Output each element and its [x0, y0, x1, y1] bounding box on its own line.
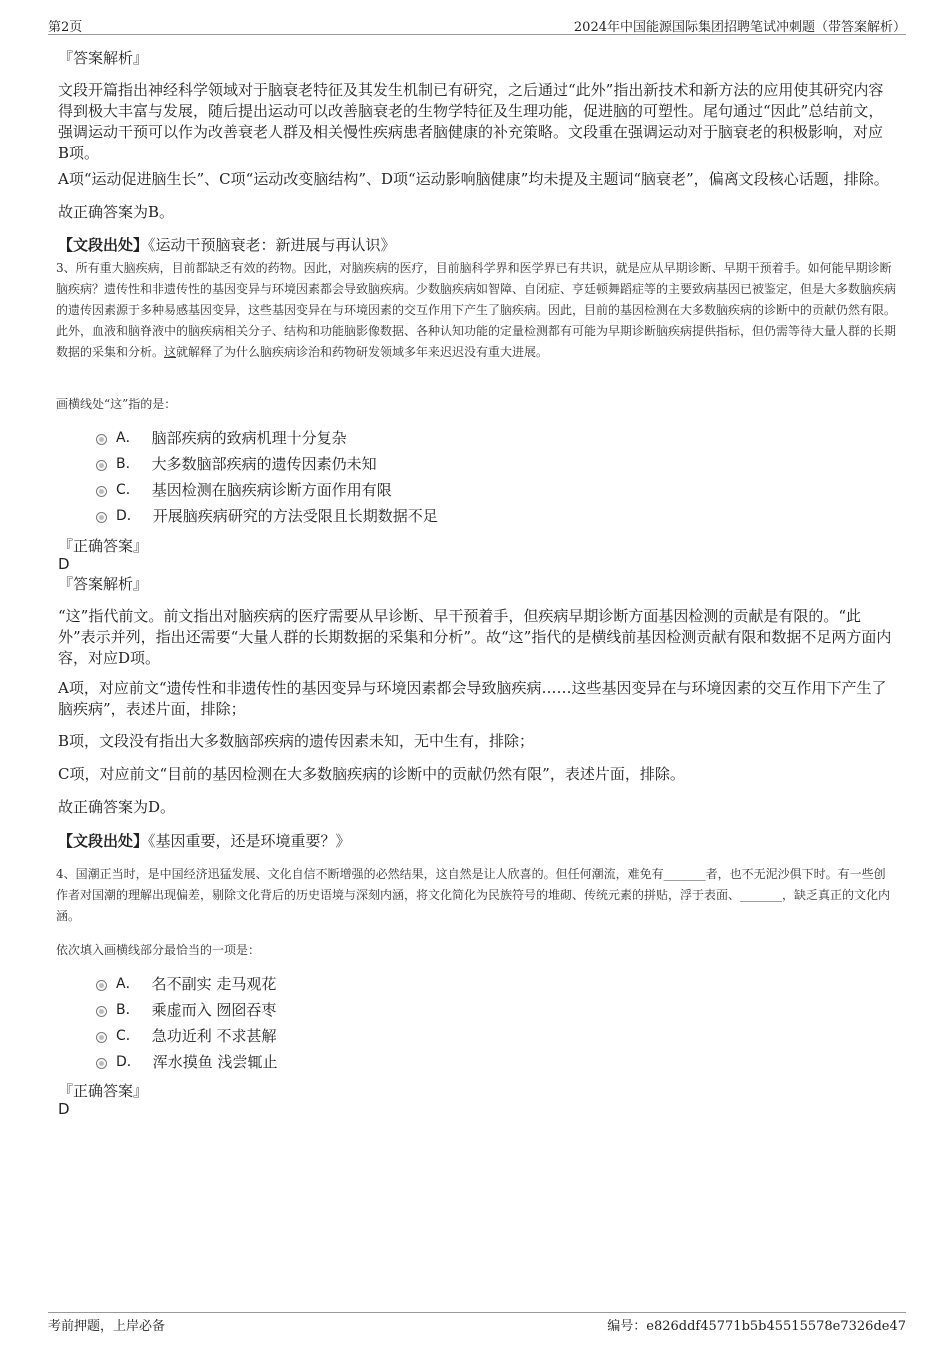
q3-underlined-word: 这 — [164, 345, 177, 359]
q3-prompt: 画横线处“这”指的是： — [56, 397, 177, 411]
q3-correct-answer: D — [58, 555, 70, 573]
q4-option-a[interactable] — [96, 974, 276, 994]
q3-text-tail: 就解释了为什么脑疾病诊治和药物研发领域多年来迟迟没有重大进展。 — [176, 345, 549, 359]
option-text: 乘虚而入 囫囵吞枣 — [151, 1001, 277, 1019]
option-text: 名不副实 走马观花 — [151, 975, 277, 993]
q3-option-a[interactable] — [96, 428, 347, 448]
q4-correct-answer: D — [58, 1100, 70, 1118]
radio-icon[interactable] — [96, 1006, 107, 1017]
q4-option-c[interactable] — [96, 1026, 277, 1046]
option-key: C． — [116, 1028, 140, 1044]
q3-option-b[interactable] — [96, 454, 377, 474]
q4-blank-2: _______ — [740, 888, 783, 902]
option-key: B． — [116, 456, 140, 472]
q2-source — [58, 235, 396, 255]
option-key: A． — [116, 430, 140, 446]
option-text: 急功近利 不求甚解 — [151, 1027, 277, 1045]
option-text: 脑部疾病的致病机理十分复杂 — [151, 429, 347, 447]
q4-correct-label: 『正确答案』 — [58, 1082, 149, 1100]
q3-analysis-para1: “这”指代前文。前文指出对脑疾病的医疗需要从早诊断、早干预着手，但疾病早期诊断方面基因检测的贡献是有限的。“此外”表示并列，指出还需要“大量人群的长期数据的采集和分析”。故“这”指代的是横线前基因检测贡献有限和数据不足两方面内容，对应D项。 — [58, 607, 892, 667]
option-text: 开展脑疾病研究的方法受限且长期数据不足 — [152, 507, 438, 525]
q3-source-label: 【文段出处】 — [58, 832, 149, 850]
q3-option-c[interactable] — [96, 480, 392, 500]
option-key: A． — [116, 976, 140, 992]
option-text: 浑水摸鱼 浅尝辄止 — [152, 1053, 278, 1071]
q4-text-a: 4、国潮正当时，是中国经济迅猛发展、文化自信不断增强的必然结果，这自然是让人欣喜的。但任何潮流，难免有 — [56, 867, 664, 881]
radio-icon[interactable] — [96, 1058, 107, 1069]
option-text: 大多数脑部疾病的遗传因素仍未知 — [151, 455, 377, 473]
q3-text-main: 3、所有重大脑疾病，目前都缺乏有效的药物。因此，对脑疾病的医疗，目前脑科学界和医学界已有共识，就是应从早期诊断、早期干预着手。如何能早期诊断脑疾病？遗传性和非遗传性的基因变异与环境因素都会导致脑疾病。少数脑疾病如智障、自闭症、亨廷顿舞蹈症等的主要致病基因已被鉴定，但是大多数脑疾病的遗传因素源于多种易感基因变异，这些基因变异在与环境因素的交互作用下产生了脑疾病。因此，目前的基因检测在大多数脑疾病的诊断中的贡献仍然有限。此外，血液和脑脊液中的脑疾病相关分子、结构和功能脑影像数据、各种认知功能的定量检测都有可能为早期诊断脑疾病提供指标，但仍需等待大量人群的长期数据的采集和分析。 — [56, 261, 897, 359]
q3-source-title: 《基因重要，还是环境重要？》 — [148, 832, 351, 850]
q3-conclusion: 故正确答案为D。 — [58, 798, 176, 816]
radio-icon[interactable] — [96, 486, 107, 497]
q2-analysis-para1: 文段开篇指出神经科学领域对于脑衰老特征及其发生机制已有研究，之后通过“此外”指出新技术和新方法的应用使其研究内容得到极大丰富与发展，随后提出运动可以改善脑衰老的生物学特征及生理功能，促进脑的可塑性。尾句通过“因此”总结前文，强调运动干预可以作为改善衰老人群及相关慢性疾病患者脑健康的补充策略。文段重在强调运动对于脑衰老的积极影响，对应B项。 — [58, 81, 884, 162]
q3-analysis-para3: B项，文段没有指出大多数脑部疾病的遗传因素未知，无中生有，排除； — [58, 732, 535, 750]
page-number: 第2页 — [48, 20, 83, 35]
document-id: 编号：e826ddf45771b5b45515578e7326de47 — [607, 1319, 906, 1334]
q3-analysis-para2: A项，对应前文“遗传性和非遗传性的基因变异与环境因素都会导致脑疾病……这些基因变异在与环境因素的交互作用下产生了脑疾病”，表述片面，排除； — [58, 679, 887, 718]
q4-blank-1: _______ — [663, 867, 706, 881]
radio-icon[interactable] — [96, 512, 107, 523]
q3-analysis-para4: C项，对应前文“目前的基因检测在大多数脑疾病的诊断中的贡献仍然有限”，表述片面，排除。 — [58, 765, 685, 783]
q4-prompt: 依次填入画横线部分最恰当的一项是： — [56, 943, 261, 957]
q3-analysis-label: 『答案解析』 — [58, 575, 149, 593]
radio-icon[interactable] — [96, 1032, 107, 1043]
footer-slogan: 考前押题，上岸必备 — [48, 1319, 166, 1334]
q2-analysis-para2: A项“运动促进脑生长”、C项“运动改变脑结构”、D项“运动影响脑健康”均未提及主题词“脑衰老”，偏离文段核心话题，排除。 — [58, 170, 889, 188]
q3-correct-label: 『正确答案』 — [58, 537, 149, 555]
radio-icon[interactable] — [96, 980, 107, 991]
q3-source — [58, 831, 351, 851]
q4-option-b[interactable] — [96, 1000, 276, 1020]
radio-icon[interactable] — [96, 460, 107, 471]
q2-source-label: 【文段出处】 — [58, 236, 149, 254]
page-footer — [48, 1312, 906, 1335]
q4-option-d[interactable] — [96, 1052, 278, 1072]
option-key: B． — [116, 1002, 140, 1018]
q3-question-text — [56, 258, 896, 363]
radio-icon[interactable] — [96, 434, 107, 445]
option-text: 基因检测在脑疾病诊断方面作用有限 — [151, 481, 392, 499]
q2-conclusion: 故正确答案为B。 — [58, 203, 175, 221]
option-key: C． — [116, 482, 140, 498]
q4-question-text — [56, 864, 896, 927]
page-header — [48, 14, 906, 35]
option-key: D． — [116, 1054, 141, 1070]
q3-option-d[interactable] — [96, 506, 438, 526]
option-key: D． — [116, 508, 141, 524]
q2-analysis-label: 『答案解析』 — [58, 49, 149, 67]
q4-text-b: 者，也不无泥沙俱下时。有一些创作者对国潮的理解出现偏差，剔除文化背后的历史语境与深刻内涵，将文化简化为民族符号的堆砌、传统元素的拼贴，浮于表面、 — [56, 867, 886, 902]
q4-text-c: ，缺乏真正的文化内涵。 — [56, 888, 891, 923]
q2-source-title: 《运动干预脑衰老：新进展与再认识》 — [148, 236, 396, 254]
document-title: 2024年中国能源国际集团招聘笔试冲刺题（带答案解析） — [573, 20, 906, 35]
